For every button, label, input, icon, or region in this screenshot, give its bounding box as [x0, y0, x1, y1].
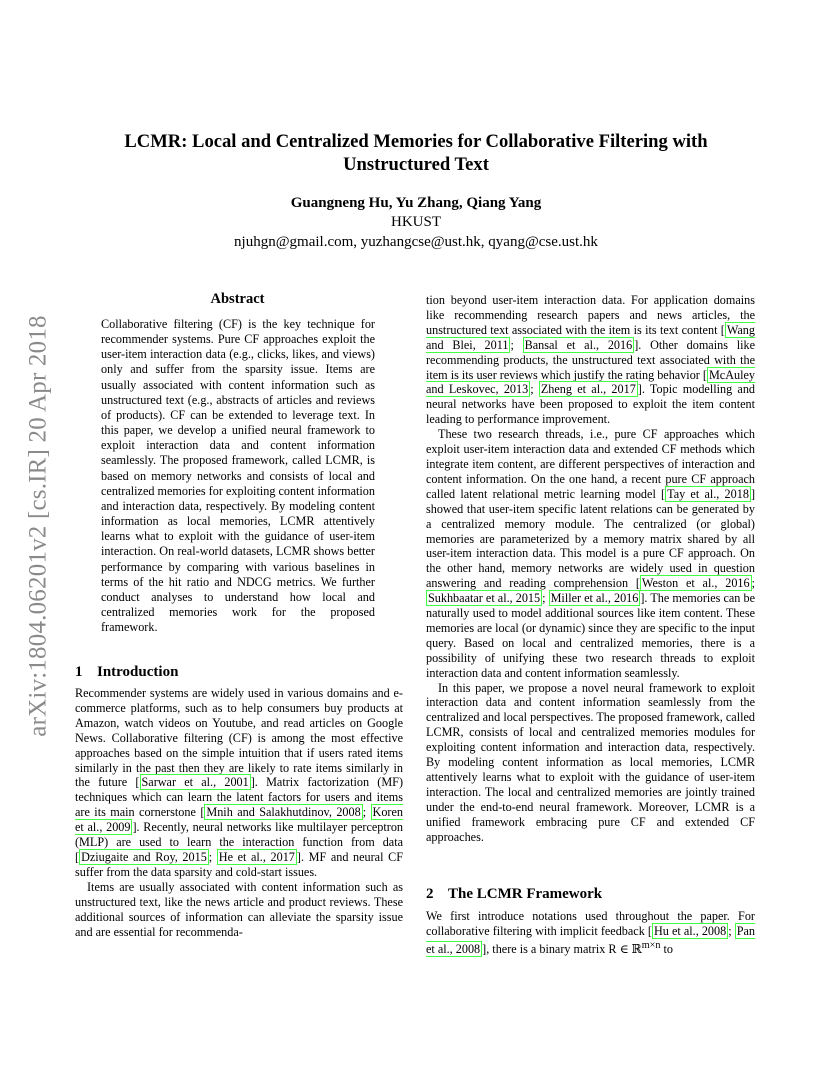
- text-run: Recommender systems are widely used in various domains and e-commerce platforms, such as to help consumers buy products at Amazon, watch videos on Youtube, and read articles on Google News. Collaborative filtering (CF) is among the most effective approaches based on the simple intuition that if users rated items similarly in the past then they are likely to rate items similarly in the future [: [75, 686, 403, 790]
- section-1-title: Introduction: [97, 664, 179, 680]
- citation-hu[interactable]: Hu et al., 2008: [653, 923, 727, 938]
- citation-bansal[interactable]: Bansal et al., 2016: [524, 337, 633, 352]
- section-2-body: [426, 909, 755, 957]
- section-2-heading: [426, 886, 602, 903]
- separator: ;: [208, 849, 217, 864]
- framework-paragraph-1: [426, 909, 755, 957]
- intro-paragraph-3: [426, 293, 755, 427]
- citation-dziugaite[interactable]: Dziugaite and Roy, 2015: [81, 849, 207, 864]
- text-run: to: [660, 941, 674, 956]
- separator: ;: [542, 591, 549, 606]
- separator: ;: [362, 805, 371, 820]
- intro-paragraph-5: In this paper, we propose a novel neural framework to exploit interaction data and content information seamlessly from the centralized and local perspectives. The proposed framework, called LCMR, consists of local and centralized memories modules for exploiting content information and interaction data, respectively. By modeling content information as local memories, LCMR attentively learns what to exploit with the guidance of user-item interaction. The local and centralized memories are jointly trained under the end-to-end neural framework. Moreover, LCMR is a unified framework embracing pure CF and extended CF approaches.: [426, 680, 755, 844]
- citation-pan[interactable]: Pan et al., 2008: [426, 923, 755, 956]
- title-line-2: Unstructured Text: [343, 154, 489, 175]
- section-1-heading: [75, 664, 178, 681]
- citation-koren[interactable]: Koren et al., 2009: [75, 805, 403, 835]
- intro-paragraph-1: [75, 686, 403, 880]
- section-1-number: 1: [75, 664, 83, 680]
- citation-sukhbaatar[interactable]: Sukhbaatar et al., 2015: [428, 591, 541, 606]
- citation-sarwar[interactable]: Sarwar et al., 2001: [141, 775, 249, 790]
- emails: njuhgn@gmail.com, yuzhangcse@ust.hk, qyang@cse.ust.hk: [234, 234, 598, 250]
- separator: ;: [728, 923, 735, 938]
- text-run: ], there is a binary matrix R ∈ ℝ: [482, 941, 642, 956]
- citation-wang[interactable]: Wang and Blei, 2011: [426, 322, 755, 352]
- text-run: We first introduce notations used throughout the paper. For collaborative filtering with implicit feedback [: [426, 909, 755, 938]
- paper-title: [100, 130, 732, 176]
- citation-mnih[interactable]: Mnih and Salakhutdinov, 2008: [206, 805, 361, 820]
- intro-paragraph-4: [426, 427, 755, 680]
- separator: ;: [751, 576, 756, 591]
- citation-miller[interactable]: Miller et al., 2016: [550, 591, 639, 606]
- text-run: ]. Other domains like recommending products, the unstructured text associated with the item is its user reviews which justify the rating behavior [: [426, 337, 755, 382]
- text-run: ]. Matrix factorization (MF) techniques which can learn the latent factors for users and items are its main cornerstone [: [75, 775, 403, 820]
- citation-tay[interactable]: Tay et al., 2018: [667, 486, 749, 501]
- matrix-dimension-superscript: m×n: [641, 939, 661, 951]
- text-run: ] showed that user-item specific latent relations can be generated by a centralized memory module. The centralized (or global) memories are parameterized by a memory matrix shared by all user-item interaction data. This model is a pure CF approach. On the other hand, memory networks are widely used in question answering and reading comprehension [: [426, 486, 755, 591]
- text-run: ]. Recently, neural networks like multilayer perceptron (MLP) are used to learn the interaction function from data [: [75, 820, 404, 864]
- citation-weston[interactable]: Weston et al., 2016: [641, 576, 750, 591]
- affiliation: HKUST: [390, 214, 441, 230]
- title-line-1: LCMR: Local and Centralized Memories for Collaborative Filtering with: [124, 131, 708, 152]
- left-column-body: [75, 686, 403, 939]
- text-run: These two research threads, i.e., pure CF approaches which exploit user-item interaction data and extended CF methods which integrate item content, are different perspectives of interaction and content information. On the one hand, a recent pure CF approach called latent relational metric learning model [: [426, 427, 755, 501]
- citation-mcauley[interactable]: McAuley and Leskovec, 2013: [426, 367, 755, 397]
- right-column-body: [426, 293, 755, 845]
- separator: ;: [530, 382, 539, 397]
- text-run: ]. The memories can be naturally used to model additional sources like item content. These memories are local (or dynamic) since they are specific to the input query. Based on local and centralized memories, there is a possibility of unifying these two research threads to exploit interaction data and content information seamlessly.: [426, 591, 755, 680]
- abstract-heading: Abstract: [210, 291, 265, 307]
- abstract-text: Collaborative filtering (CF) is the key technique for recommender systems. Pure CF approaches exploit the user-item interaction data (e.g., clicks, likes, and views) only and suffer from the sparsity issue. Items are usually associated with content information such as unstructured text (e.g., abstracts of articles and reviews of products). CF can be extended to leverage text. In this paper, we develop a unified neural framework to exploit interaction data and content information seamlessly. The proposed framework, called LCMR, is based on memory networks and consists of local and centralized memories for exploiting content information and interaction data, respectively. By modeling content information as local memories, LCMR attentively learns what to exploit with the guidance of user-item interaction. On real-world datasets, LCMR shows better performance by comparing with various baselines in terms of the hit ratio and NDCG metrics. We further conduct analyses to understand how local and centralized memories work for the proposed framework.: [101, 317, 375, 635]
- text-run: ]. MF and neural CF suffer from the data sparsity and cold-start issues.: [75, 849, 403, 879]
- intro-paragraph-2: Items are usually associated with content information such as unstructured text, like the news article and product reviews. These additional sources of information can alleviate the sparsity issue and are essential for recommenda-: [75, 879, 403, 939]
- separator: ;: [510, 337, 523, 352]
- section-2-number: 2: [426, 886, 434, 902]
- arxiv-stamp: [22, 296, 56, 756]
- citation-zheng[interactable]: Zheng et al., 2017: [540, 382, 636, 397]
- citation-he[interactable]: He et al., 2017: [218, 849, 295, 864]
- text-run: tion beyond user-item interaction data. For application domains like recommending research papers and news articles, the unstructured text associated with the item is its text content [: [426, 293, 755, 337]
- section-2-title: The LCMR Framework: [448, 886, 603, 902]
- text-run: ]. Topic modelling and neural networks have been proposed to exploit the item content leading to performance improvement.: [426, 382, 756, 427]
- authors: Guangneng Hu, Yu Zhang, Qiang Yang: [290, 195, 542, 211]
- arxiv-stamp-text: arXiv:1804.06201v2 [cs.IR] 20 Apr 2018: [25, 315, 53, 737]
